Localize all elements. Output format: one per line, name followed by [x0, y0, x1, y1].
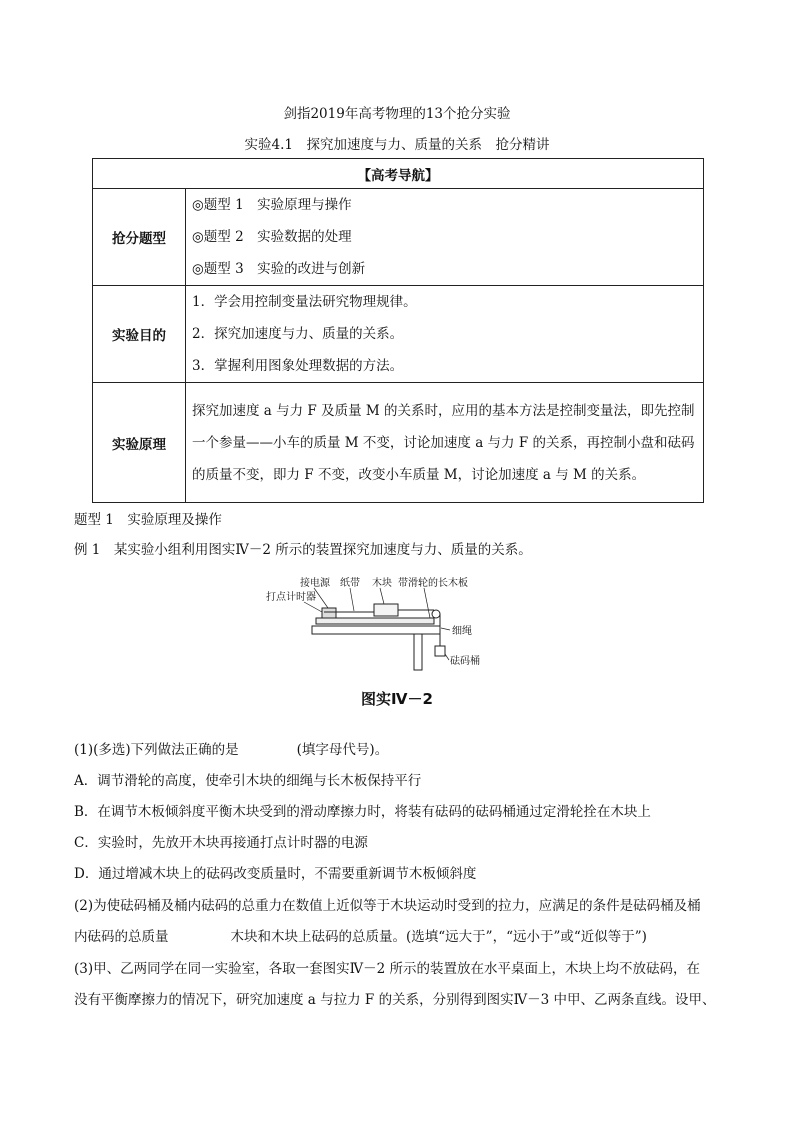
question-3-line1: (3)甲、乙两同学在同一实验室，各取一套图实Ⅳ－2 所示的装置放在水平桌面上，木块上均不放砝码，在: [74, 961, 700, 977]
question-2-line2a: 内砝码的总质量: [74, 929, 169, 945]
label-bucket: 砝码桶: [450, 656, 480, 667]
row-label-purpose: 实验目的: [93, 286, 186, 383]
apparatus-figure: [264, 574, 494, 674]
label-tape: 纸带: [340, 578, 360, 589]
wood-block: [374, 604, 398, 616]
label-block: 木块: [372, 578, 392, 589]
row-label-principle: 实验原理: [93, 383, 186, 503]
question-3-line2: 没有平衡摩擦力的情况下，研究加速度 a 与拉力 F 的关系，分别得到图实Ⅳ－3 中甲、乙两条直线。设甲、: [74, 992, 716, 1008]
document-subtitle: 实验4.1 探究加速度与力、质量的关系 抢分精讲: [244, 137, 550, 153]
row-content: [186, 189, 704, 286]
label-power: 接电源: [300, 578, 330, 589]
exam-guide-table: [92, 158, 704, 503]
table-leg: [414, 634, 422, 670]
table-row: [93, 383, 704, 503]
document-title: 剑指2019年高考物理的13个抢分实验: [283, 106, 511, 122]
timer-device: [322, 608, 336, 618]
option-d: D．通过增减木块上的砝码改变质量时，不需要重新调节木板倾斜度: [74, 866, 477, 882]
example-intro: 例 1 某实验小组利用图实Ⅳ－2 所示的装置探究加速度与力、质量的关系。: [74, 542, 532, 558]
row-content: [186, 383, 704, 503]
label-timer: 打点计时器: [266, 592, 316, 603]
list-item: 2．探究加速度与力、质量的关系。: [192, 326, 404, 342]
question-1-stem: [74, 738, 388, 758]
list-item: ◎题型 2 实验数据的处理: [192, 229, 352, 245]
question-1-stem-a: (1)(多选)下列做法正确的是: [74, 742, 239, 758]
weight-bucket: [435, 646, 445, 656]
table-row: [93, 286, 704, 383]
section-heading: 题型 1 实验原理及操作: [74, 512, 222, 528]
paragraph-line: 的质量不变，即力 F 不变，改变小车质量 M，讨论加速度 a 与 M 的关系。: [192, 466, 646, 483]
paragraph-line: 探究加速度 a 与力 F 及质量 M 的关系时，应用的基本方法是控制变量法，即先控制: [192, 402, 695, 419]
question-1-stem-b: (填字母代号)。: [296, 742, 389, 758]
label-string: 细绳: [452, 626, 472, 637]
list-item: 1．学会用控制变量法研究物理规律。: [192, 294, 417, 310]
row-label-question-types: 抢分题型: [93, 189, 186, 286]
paragraph-line: 一个参量——小车的质量 M 不变，讨论加速度 a 与力 F 的关系，再控制小盘和砝码: [192, 434, 695, 451]
list-item: ◎题型 3 实验的改进与创新: [192, 261, 366, 277]
pulley: [432, 610, 440, 618]
list-item: 3．掌握利用图象处理数据的方法。: [192, 358, 404, 374]
option-b: B．在调节木板倾斜度平衡木块受到的滑动摩擦力时，将装有砝码的砝码桶通过定滑轮拴在木块上: [74, 804, 651, 820]
option-a: A．调节滑轮的高度，使牵引木块的细绳与长木板保持平行: [74, 773, 422, 789]
question-2-line2: [74, 925, 647, 945]
figure-caption: 图实Ⅳ－2: [361, 690, 433, 708]
label-board: 带滑轮的长木板: [398, 578, 468, 589]
table-top: [312, 626, 440, 634]
long-board: [316, 618, 434, 624]
option-c: C．实验时，先放开木块再接通打点计时器的电源: [74, 835, 368, 851]
table-header: 【高考导航】: [93, 159, 704, 189]
row-content: [186, 286, 704, 383]
question-2-line1: (2)为使砝码桶及桶内砝码的总重力在数值上近似等于木块运动时受到的拉力，应满足的条件是砝码桶及桶: [74, 898, 701, 914]
list-item: ◎题型 1 实验原理与操作: [192, 197, 352, 213]
table-row: [93, 189, 704, 286]
question-2-line2b: 木块和木块上砝码的总质量。(选填“远大于”，“远小于”或“近似等于”): [230, 929, 647, 945]
